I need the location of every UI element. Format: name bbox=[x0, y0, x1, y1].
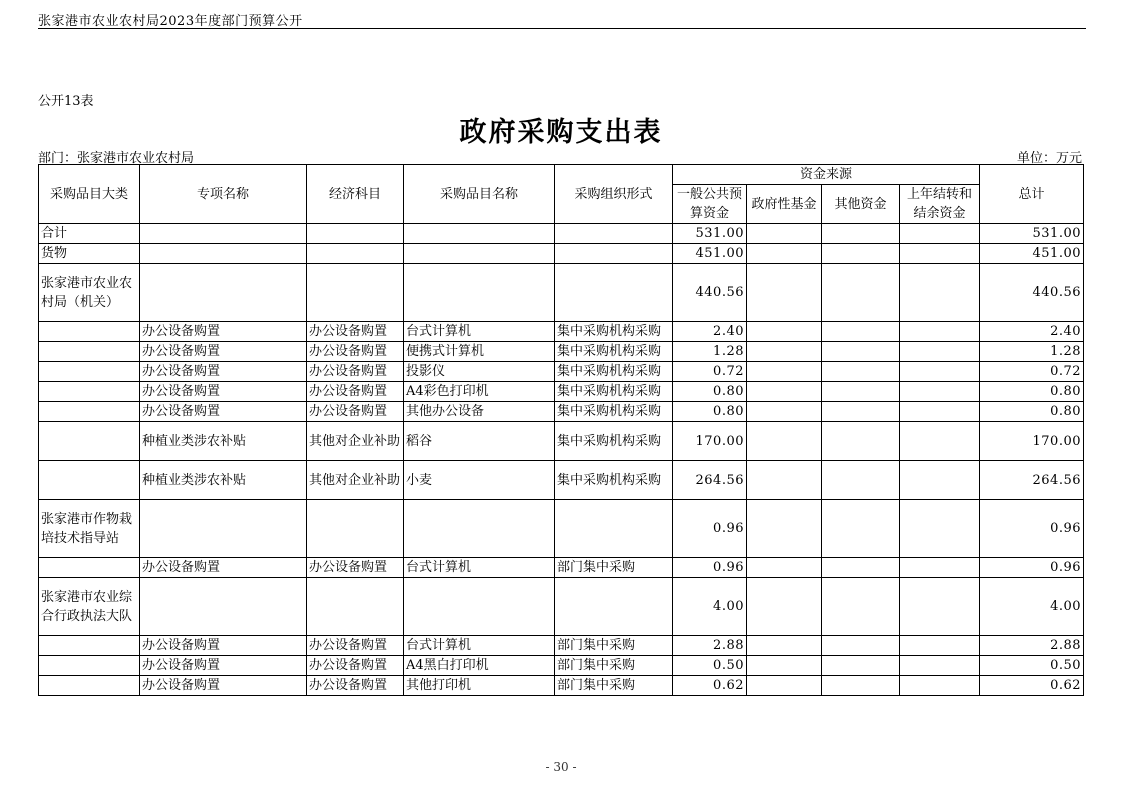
unit-label: 单位：万元 bbox=[1016, 151, 1082, 166]
cell-category bbox=[39, 461, 140, 500]
col-header-total: 总计 bbox=[980, 165, 1084, 224]
cell-other bbox=[822, 264, 900, 322]
cell-project: 办公设备购置 bbox=[140, 558, 307, 578]
table-row bbox=[39, 402, 1084, 422]
cell-item: 投影仪 bbox=[404, 362, 555, 382]
col-header-form: 采购组织形式 bbox=[555, 165, 673, 224]
cell-general: 0.62 bbox=[673, 676, 747, 696]
cell-carryover bbox=[900, 224, 980, 244]
cell-subject: 办公设备购置 bbox=[307, 342, 404, 362]
col-header-project: 专项名称 bbox=[140, 165, 307, 224]
cell-form: 集中采购机构采购 bbox=[555, 402, 673, 422]
cell-category bbox=[39, 676, 140, 696]
cell-other bbox=[822, 322, 900, 342]
cell-form bbox=[555, 224, 673, 244]
cell-form: 集中采购机构采购 bbox=[555, 322, 673, 342]
cell-category bbox=[39, 422, 140, 461]
table-row bbox=[39, 224, 1084, 244]
cell-form: 集中采购机构采购 bbox=[555, 461, 673, 500]
cell-item: 其他办公设备 bbox=[404, 402, 555, 422]
cell-other bbox=[822, 636, 900, 656]
cell-category: 张家港市农业农村局（机关） bbox=[39, 264, 140, 322]
cell-fund bbox=[747, 244, 822, 264]
table-header bbox=[39, 165, 1084, 224]
cell-subject: 办公设备购置 bbox=[307, 382, 404, 402]
cell-project bbox=[140, 500, 307, 558]
cell-carryover bbox=[900, 656, 980, 676]
cell-general: 0.72 bbox=[673, 362, 747, 382]
table-row bbox=[39, 322, 1084, 342]
col-header-other: 其他资金 bbox=[822, 185, 900, 224]
cell-subject: 其他对企业补助 bbox=[307, 461, 404, 500]
col-header-source-group: 资金来源 bbox=[673, 165, 980, 185]
cell-total: 2.40 bbox=[980, 322, 1084, 342]
cell-carryover bbox=[900, 362, 980, 382]
cell-other bbox=[822, 422, 900, 461]
cell-item: 台式计算机 bbox=[404, 558, 555, 578]
cell-project: 办公设备购置 bbox=[140, 322, 307, 342]
cell-form bbox=[555, 264, 673, 322]
cell-carryover bbox=[900, 676, 980, 696]
cell-subject bbox=[307, 578, 404, 636]
col-header-category: 采购品目大类 bbox=[39, 165, 140, 224]
cell-form: 集中采购机构采购 bbox=[555, 342, 673, 362]
cell-other bbox=[822, 461, 900, 500]
procurement-table bbox=[38, 164, 1084, 696]
cell-fund bbox=[747, 656, 822, 676]
col-header-carryover: 上年结转和结余资金 bbox=[900, 185, 980, 224]
cell-other bbox=[822, 558, 900, 578]
cell-fund bbox=[747, 322, 822, 342]
cell-general: 0.50 bbox=[673, 656, 747, 676]
cell-fund bbox=[747, 636, 822, 656]
cell-fund bbox=[747, 422, 822, 461]
cell-form: 部门集中采购 bbox=[555, 636, 673, 656]
table-row bbox=[39, 558, 1084, 578]
cell-project bbox=[140, 578, 307, 636]
cell-subject: 办公设备购置 bbox=[307, 322, 404, 342]
cell-carryover bbox=[900, 264, 980, 322]
cell-fund bbox=[747, 558, 822, 578]
cell-fund bbox=[747, 402, 822, 422]
cell-project: 办公设备购置 bbox=[140, 362, 307, 382]
table-number: 公开13表 bbox=[38, 94, 94, 109]
table-row bbox=[39, 500, 1084, 558]
cell-form bbox=[555, 500, 673, 558]
cell-general: 440.56 bbox=[673, 264, 747, 322]
table-row bbox=[39, 244, 1084, 264]
cell-project: 种植业类涉农补贴 bbox=[140, 461, 307, 500]
cell-general: 2.40 bbox=[673, 322, 747, 342]
cell-form: 部门集中采购 bbox=[555, 676, 673, 696]
header-divider bbox=[38, 28, 1086, 29]
cell-project bbox=[140, 264, 307, 322]
cell-total: 2.88 bbox=[980, 636, 1084, 656]
cell-item: A4彩色打印机 bbox=[404, 382, 555, 402]
cell-fund bbox=[747, 264, 822, 322]
table-row bbox=[39, 362, 1084, 382]
cell-total: 0.80 bbox=[980, 382, 1084, 402]
cell-other bbox=[822, 362, 900, 382]
col-header-fund: 政府性基金 bbox=[747, 185, 822, 224]
cell-other bbox=[822, 500, 900, 558]
cell-subject: 办公设备购置 bbox=[307, 636, 404, 656]
cell-carryover bbox=[900, 322, 980, 342]
cell-category: 张家港市农业综合行政执法大队 bbox=[39, 578, 140, 636]
cell-form: 部门集中采购 bbox=[555, 656, 673, 676]
table-row bbox=[39, 676, 1084, 696]
cell-form: 部门集中采购 bbox=[555, 558, 673, 578]
cell-general: 170.00 bbox=[673, 422, 747, 461]
table-row bbox=[39, 636, 1084, 656]
cell-subject bbox=[307, 224, 404, 244]
cell-total: 0.72 bbox=[980, 362, 1084, 382]
cell-category bbox=[39, 636, 140, 656]
cell-item: 台式计算机 bbox=[404, 636, 555, 656]
cell-category bbox=[39, 402, 140, 422]
cell-carryover bbox=[900, 422, 980, 461]
cell-carryover bbox=[900, 578, 980, 636]
cell-subject bbox=[307, 500, 404, 558]
cell-category: 货物 bbox=[39, 244, 140, 264]
cell-item bbox=[404, 500, 555, 558]
cell-project bbox=[140, 224, 307, 244]
page-number: - 30 - bbox=[545, 760, 577, 774]
cell-carryover bbox=[900, 500, 980, 558]
cell-form: 集中采购机构采购 bbox=[555, 422, 673, 461]
cell-other bbox=[822, 656, 900, 676]
cell-other bbox=[822, 578, 900, 636]
cell-item bbox=[404, 224, 555, 244]
cell-subject bbox=[307, 244, 404, 264]
cell-category: 合计 bbox=[39, 224, 140, 244]
cell-general: 0.80 bbox=[673, 382, 747, 402]
cell-total: 170.00 bbox=[980, 422, 1084, 461]
cell-form bbox=[555, 244, 673, 264]
cell-fund bbox=[747, 342, 822, 362]
page-title: 政府采购支出表 bbox=[459, 117, 663, 148]
cell-carryover bbox=[900, 461, 980, 500]
cell-general: 451.00 bbox=[673, 244, 747, 264]
cell-general: 0.80 bbox=[673, 402, 747, 422]
table-row bbox=[39, 422, 1084, 461]
cell-project: 办公设备购置 bbox=[140, 636, 307, 656]
cell-general: 264.56 bbox=[673, 461, 747, 500]
cell-other bbox=[822, 244, 900, 264]
cell-other bbox=[822, 676, 900, 696]
cell-item: 稻谷 bbox=[404, 422, 555, 461]
cell-category bbox=[39, 656, 140, 676]
cell-general: 1.28 bbox=[673, 342, 747, 362]
cell-carryover bbox=[900, 636, 980, 656]
table-row bbox=[39, 578, 1084, 636]
cell-fund bbox=[747, 224, 822, 244]
cell-general: 0.96 bbox=[673, 558, 747, 578]
cell-other bbox=[822, 382, 900, 402]
cell-general: 531.00 bbox=[673, 224, 747, 244]
cell-item bbox=[404, 244, 555, 264]
cell-carryover bbox=[900, 402, 980, 422]
cell-subject: 办公设备购置 bbox=[307, 558, 404, 578]
cell-project: 办公设备购置 bbox=[140, 402, 307, 422]
table-row bbox=[39, 461, 1084, 500]
cell-total: 0.96 bbox=[980, 558, 1084, 578]
table-body bbox=[39, 224, 1084, 696]
cell-category bbox=[39, 382, 140, 402]
cell-total: 0.80 bbox=[980, 402, 1084, 422]
col-header-general: 一般公共预算资金 bbox=[673, 185, 747, 224]
cell-subject: 办公设备购置 bbox=[307, 402, 404, 422]
cell-item: 台式计算机 bbox=[404, 322, 555, 342]
cell-fund bbox=[747, 461, 822, 500]
cell-category bbox=[39, 342, 140, 362]
cell-fund bbox=[747, 500, 822, 558]
cell-total: 264.56 bbox=[980, 461, 1084, 500]
document-header: 张家港市农业农村局2023年度部门预算公开 bbox=[38, 14, 303, 29]
cell-carryover bbox=[900, 558, 980, 578]
table-row bbox=[39, 656, 1084, 676]
cell-category bbox=[39, 322, 140, 342]
department-label: 部门：张家港市农业农村局 bbox=[38, 151, 195, 166]
cell-total: 1.28 bbox=[980, 342, 1084, 362]
cell-item: 其他打印机 bbox=[404, 676, 555, 696]
cell-general: 2.88 bbox=[673, 636, 747, 656]
cell-general: 0.96 bbox=[673, 500, 747, 558]
cell-item: A4黑白打印机 bbox=[404, 656, 555, 676]
cell-project: 办公设备购置 bbox=[140, 656, 307, 676]
cell-total: 440.56 bbox=[980, 264, 1084, 322]
cell-other bbox=[822, 224, 900, 244]
cell-total: 0.96 bbox=[980, 500, 1084, 558]
cell-project: 办公设备购置 bbox=[140, 676, 307, 696]
cell-total: 0.50 bbox=[980, 656, 1084, 676]
cell-fund bbox=[747, 362, 822, 382]
cell-item: 小麦 bbox=[404, 461, 555, 500]
cell-item bbox=[404, 264, 555, 322]
cell-subject: 办公设备购置 bbox=[307, 362, 404, 382]
cell-total: 4.00 bbox=[980, 578, 1084, 636]
col-header-subject: 经济科目 bbox=[307, 165, 404, 224]
table-row bbox=[39, 342, 1084, 362]
table-row bbox=[39, 264, 1084, 322]
cell-total: 451.00 bbox=[980, 244, 1084, 264]
cell-carryover bbox=[900, 382, 980, 402]
cell-form: 集中采购机构采购 bbox=[555, 362, 673, 382]
cell-project: 种植业类涉农补贴 bbox=[140, 422, 307, 461]
cell-subject bbox=[307, 264, 404, 322]
cell-fund bbox=[747, 676, 822, 696]
cell-subject: 其他对企业补助 bbox=[307, 422, 404, 461]
cell-other bbox=[822, 342, 900, 362]
cell-form: 集中采购机构采购 bbox=[555, 382, 673, 402]
cell-category bbox=[39, 362, 140, 382]
cell-project: 办公设备购置 bbox=[140, 382, 307, 402]
col-header-item: 采购品目名称 bbox=[404, 165, 555, 224]
cell-carryover bbox=[900, 244, 980, 264]
cell-project bbox=[140, 244, 307, 264]
cell-project: 办公设备购置 bbox=[140, 342, 307, 362]
cell-fund bbox=[747, 578, 822, 636]
cell-subject: 办公设备购置 bbox=[307, 676, 404, 696]
cell-other bbox=[822, 402, 900, 422]
cell-total: 0.62 bbox=[980, 676, 1084, 696]
table-row bbox=[39, 382, 1084, 402]
cell-item: 便携式计算机 bbox=[404, 342, 555, 362]
cell-category: 张家港市作物栽培技术指导站 bbox=[39, 500, 140, 558]
cell-category bbox=[39, 558, 140, 578]
cell-total: 531.00 bbox=[980, 224, 1084, 244]
cell-general: 4.00 bbox=[673, 578, 747, 636]
cell-fund bbox=[747, 382, 822, 402]
cell-subject: 办公设备购置 bbox=[307, 656, 404, 676]
cell-carryover bbox=[900, 342, 980, 362]
cell-item bbox=[404, 578, 555, 636]
cell-form bbox=[555, 578, 673, 636]
